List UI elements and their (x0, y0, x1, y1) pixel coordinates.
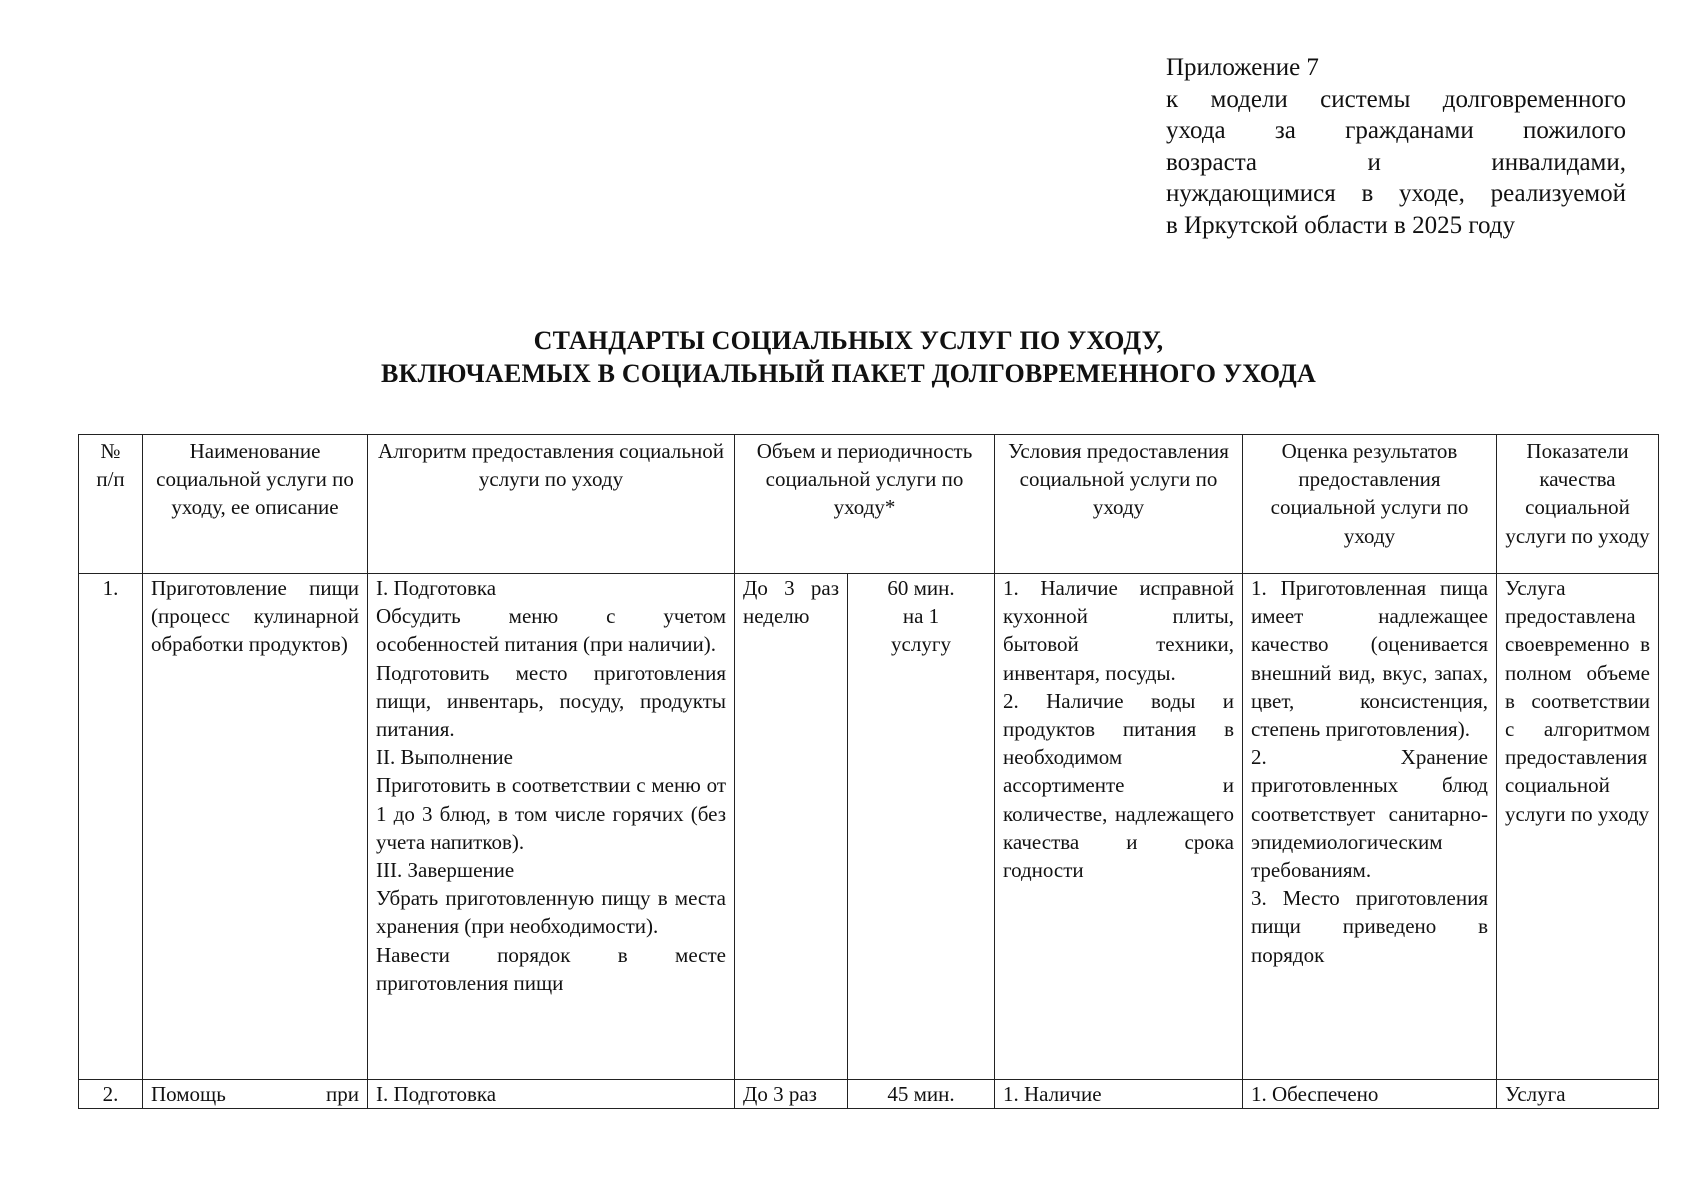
service-duration: 45 мин. (847, 1080, 994, 1108)
service-evaluation: 1. Приготовленная пища имеет надлежащее качество (оценивается внешний вид, вкус, запах, цвет, консистенция, степень приготовления). 2. Хранение приготовленных блюд соответствует санитарно-эпидемиологическим требованиям. 3. Место приготовления пищи приведено в порядок (1243, 574, 1497, 1080)
appendix-line: к модели системы долговременного (1166, 85, 1626, 113)
document-title-line: СТАНДАРТЫ СОЦИАЛЬНЫХ УСЛУГ ПО УХОДУ, (533, 326, 1164, 355)
header-num: № п/п (79, 435, 143, 574)
service-volume (735, 1080, 995, 1109)
service-name (143, 1080, 368, 1109)
header-name: Наименование социальной услуги по уходу, ее описание (143, 435, 368, 574)
table-row (79, 1080, 1659, 1109)
service-name-right: при (326, 1082, 359, 1106)
appendix-block (1166, 52, 1626, 241)
appendix-line: ухода за гражданами пожилого (1166, 117, 1626, 144)
table-header-row (79, 435, 1659, 574)
service-quality: Услуга предоставлена своевременно в полном объеме в соответствии с алгоритмом предоставления социальной услуги по уходу (1497, 574, 1659, 1080)
document-title-line: ВКЛЮЧАЕМЫХ В СОЦИАЛЬНЫЙ ПАКЕТ ДОЛГОВРЕМЕННОГО УХОДА (381, 359, 1316, 388)
service-conditions: 1. Наличие исправной кухонной плиты, бытовой техники, инвентаря, посуды. 2. Наличие воды и продуктов питания в необходимом ассортименте и количестве, надлежащего качества и срока годности (995, 574, 1243, 1080)
header-conditions: Условия предоставления социальной услуги по уходу (995, 435, 1243, 574)
header-algorithm: Алгоритм предоставления социальной услуги по уходу (368, 435, 735, 574)
row-num: 1. (79, 574, 143, 1080)
appendix-line: в Иркутской области в 2025 году (1166, 211, 1515, 239)
service-name-left: Помощь (151, 1082, 226, 1106)
service-name: Приготовление пищи (процесс кулинарной обработки продуктов) (143, 574, 368, 1080)
appendix-line: нуждающимися в уходе, реализуемой (1166, 180, 1626, 207)
service-evaluation: 1. Обеспечено (1243, 1080, 1497, 1109)
service-algorithm: I. Подготовка (368, 1080, 735, 1109)
service-quality: Услуга (1497, 1080, 1659, 1109)
document-title (0, 324, 1697, 390)
service-frequency: До 3 раз (743, 1082, 817, 1106)
service-volume (735, 574, 995, 1080)
header-evaluation: Оценка результатов предоставления социальной услуги по уходу (1243, 435, 1497, 574)
row-num: 2. (79, 1080, 143, 1109)
standards-table (78, 434, 1659, 1109)
service-duration: 60 мин. на 1 услугу (847, 574, 994, 1079)
header-volume: Объем и периодичность социальной услуги по уходу* (735, 435, 995, 574)
service-frequency: До 3 раз неделю (743, 576, 839, 629)
service-conditions: 1. Наличие (995, 1080, 1243, 1109)
header-quality: Показатели качества социальной услуги по уходу (1497, 435, 1659, 574)
service-algorithm: I. Подготовка Обсудить меню с учетом особенностей питания (при наличии). Подготовить место приготовления пищи, инвентарь, посуду, продукты питания. II. Выполнение Приготовить в соответствии с меню от 1 до 3 блюд, в том числе горячих (без учета напитков). III. Завершение Убрать приготовленную пищу в места хранения (при необходимости). Навести порядок в месте приготовления пищи (368, 574, 735, 1080)
table-row (79, 574, 1659, 1080)
appendix-line: возраста и инвалидами, (1166, 148, 1626, 176)
appendix-number: Приложение 7 (1166, 54, 1319, 81)
